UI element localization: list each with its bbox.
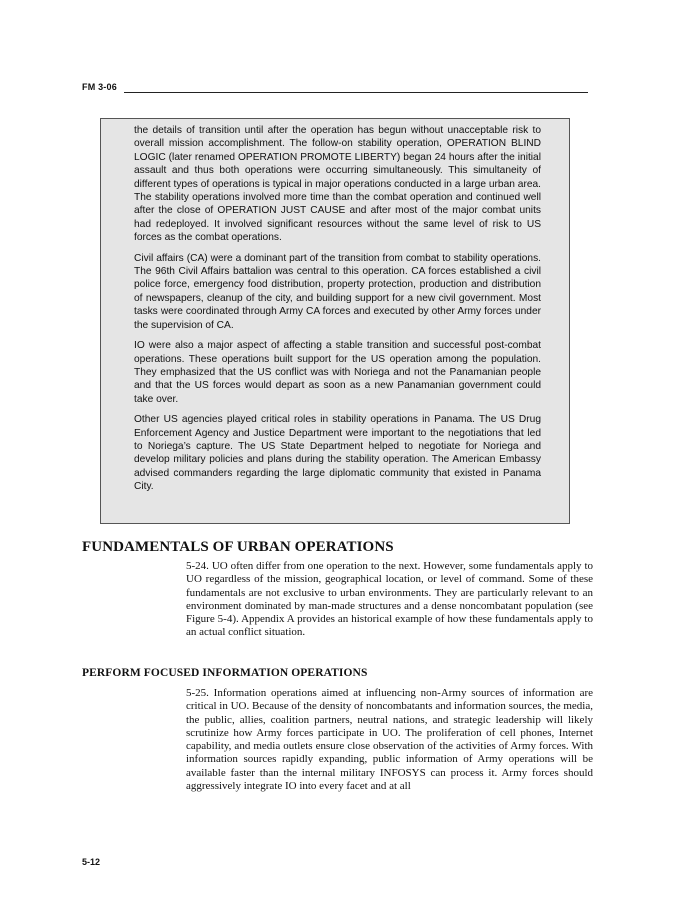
paragraph-5-24: 5-24. UO often differ from one operation to the next. However, some fundamentals apply to UO regardless of the mission, geographical location, or level of command. Some of these fundamentals are not exclusive to urban environments. They are particularly relevant to an environment dominated by man-made structures and a dense noncombatant population (see Figure 5-4). Appendix A provides an historical example of how these fundamentals apply to an actual conflict situation. [186, 560, 593, 639]
vignette-paragraph: Civil affairs (CA) were a dominant part of the transition from combat to stability operations. The 96th Civil Affairs battalion was central to this operation. CA forces established a civil police force, emergency food distribution, property protection, production and distribution of newspapers, cleanup of the city, and building support for a new civil government. Most tasks were coordinated through Army CA forces and executed by other Army forces under the supervision of CA. [134, 252, 541, 331]
vignette-box [100, 118, 570, 524]
paragraph-5-25: 5-25. Information operations aimed at influencing non-Army sources of information are critical in UO. Because of the density of noncombatants and information sources, the media, the public, allies, coalition partners, neutral nations, and strategic leadership will likely scrutinize how Army forces participate in UO. The proliferation of cell phones, Internet capability, and media outlets ensure close observation of the activities of Army forces. With information sources rapidly expanding, public information of Army operations will be available faster than the internal military INFOSYS can process it. Army forces should aggressively integrate IO into every facet and at all [186, 687, 593, 793]
vignette-paragraph: Other US agencies played critical roles in stability operations in Panama. The US Drug Enforcement Agency and Justice Department were important to the negotiations that led to Noriega’s capture. The US State Department helped to negotiate for Noriega and develop military policies and plans during the stability operation. The American Embassy advised commanders regarding the large diplomatic community that existed in Panama City. [134, 414, 541, 493]
vignette-paragraph: IO were also a major aspect of affecting a stable transition and successful post-combat operations. These operations built support for the US operation among the population. They emphasized that the US conflict was with Noriega and not the Panamanian people and that the US forces would depart as soon as a new Panamanian government could take over. [134, 340, 541, 405]
running-header-label: FM 3-06 [82, 82, 117, 92]
vignette-paragraph: the details of transition until after the operation has begun without unacceptable risk to overall mission accomplishment. The follow-on stability operation, OPERATION BLIND LOGIC (later renamed OPERATION PROMOTE LIBERTY) began 24 hours after the initial assault and thus both operations were occurring simultaneously. This simultaneity of different types of operations is typical in major operations conducted in a large urban area. The stability operations involved more time than the combat operation and continued well after the close of OPERATION JUST CAUSE and after most of the major combat units had redeployed. It involved significant resources without the same level of risk to US forces as the combat operations. [134, 125, 541, 244]
subsection-title: PERFORM FOCUSED INFORMATION OPERATIONS [82, 667, 368, 679]
page-number: 5-12 [82, 857, 101, 867]
header-rule [124, 92, 588, 93]
section-title: FUNDAMENTALS OF URBAN OPERATIONS [82, 539, 394, 555]
